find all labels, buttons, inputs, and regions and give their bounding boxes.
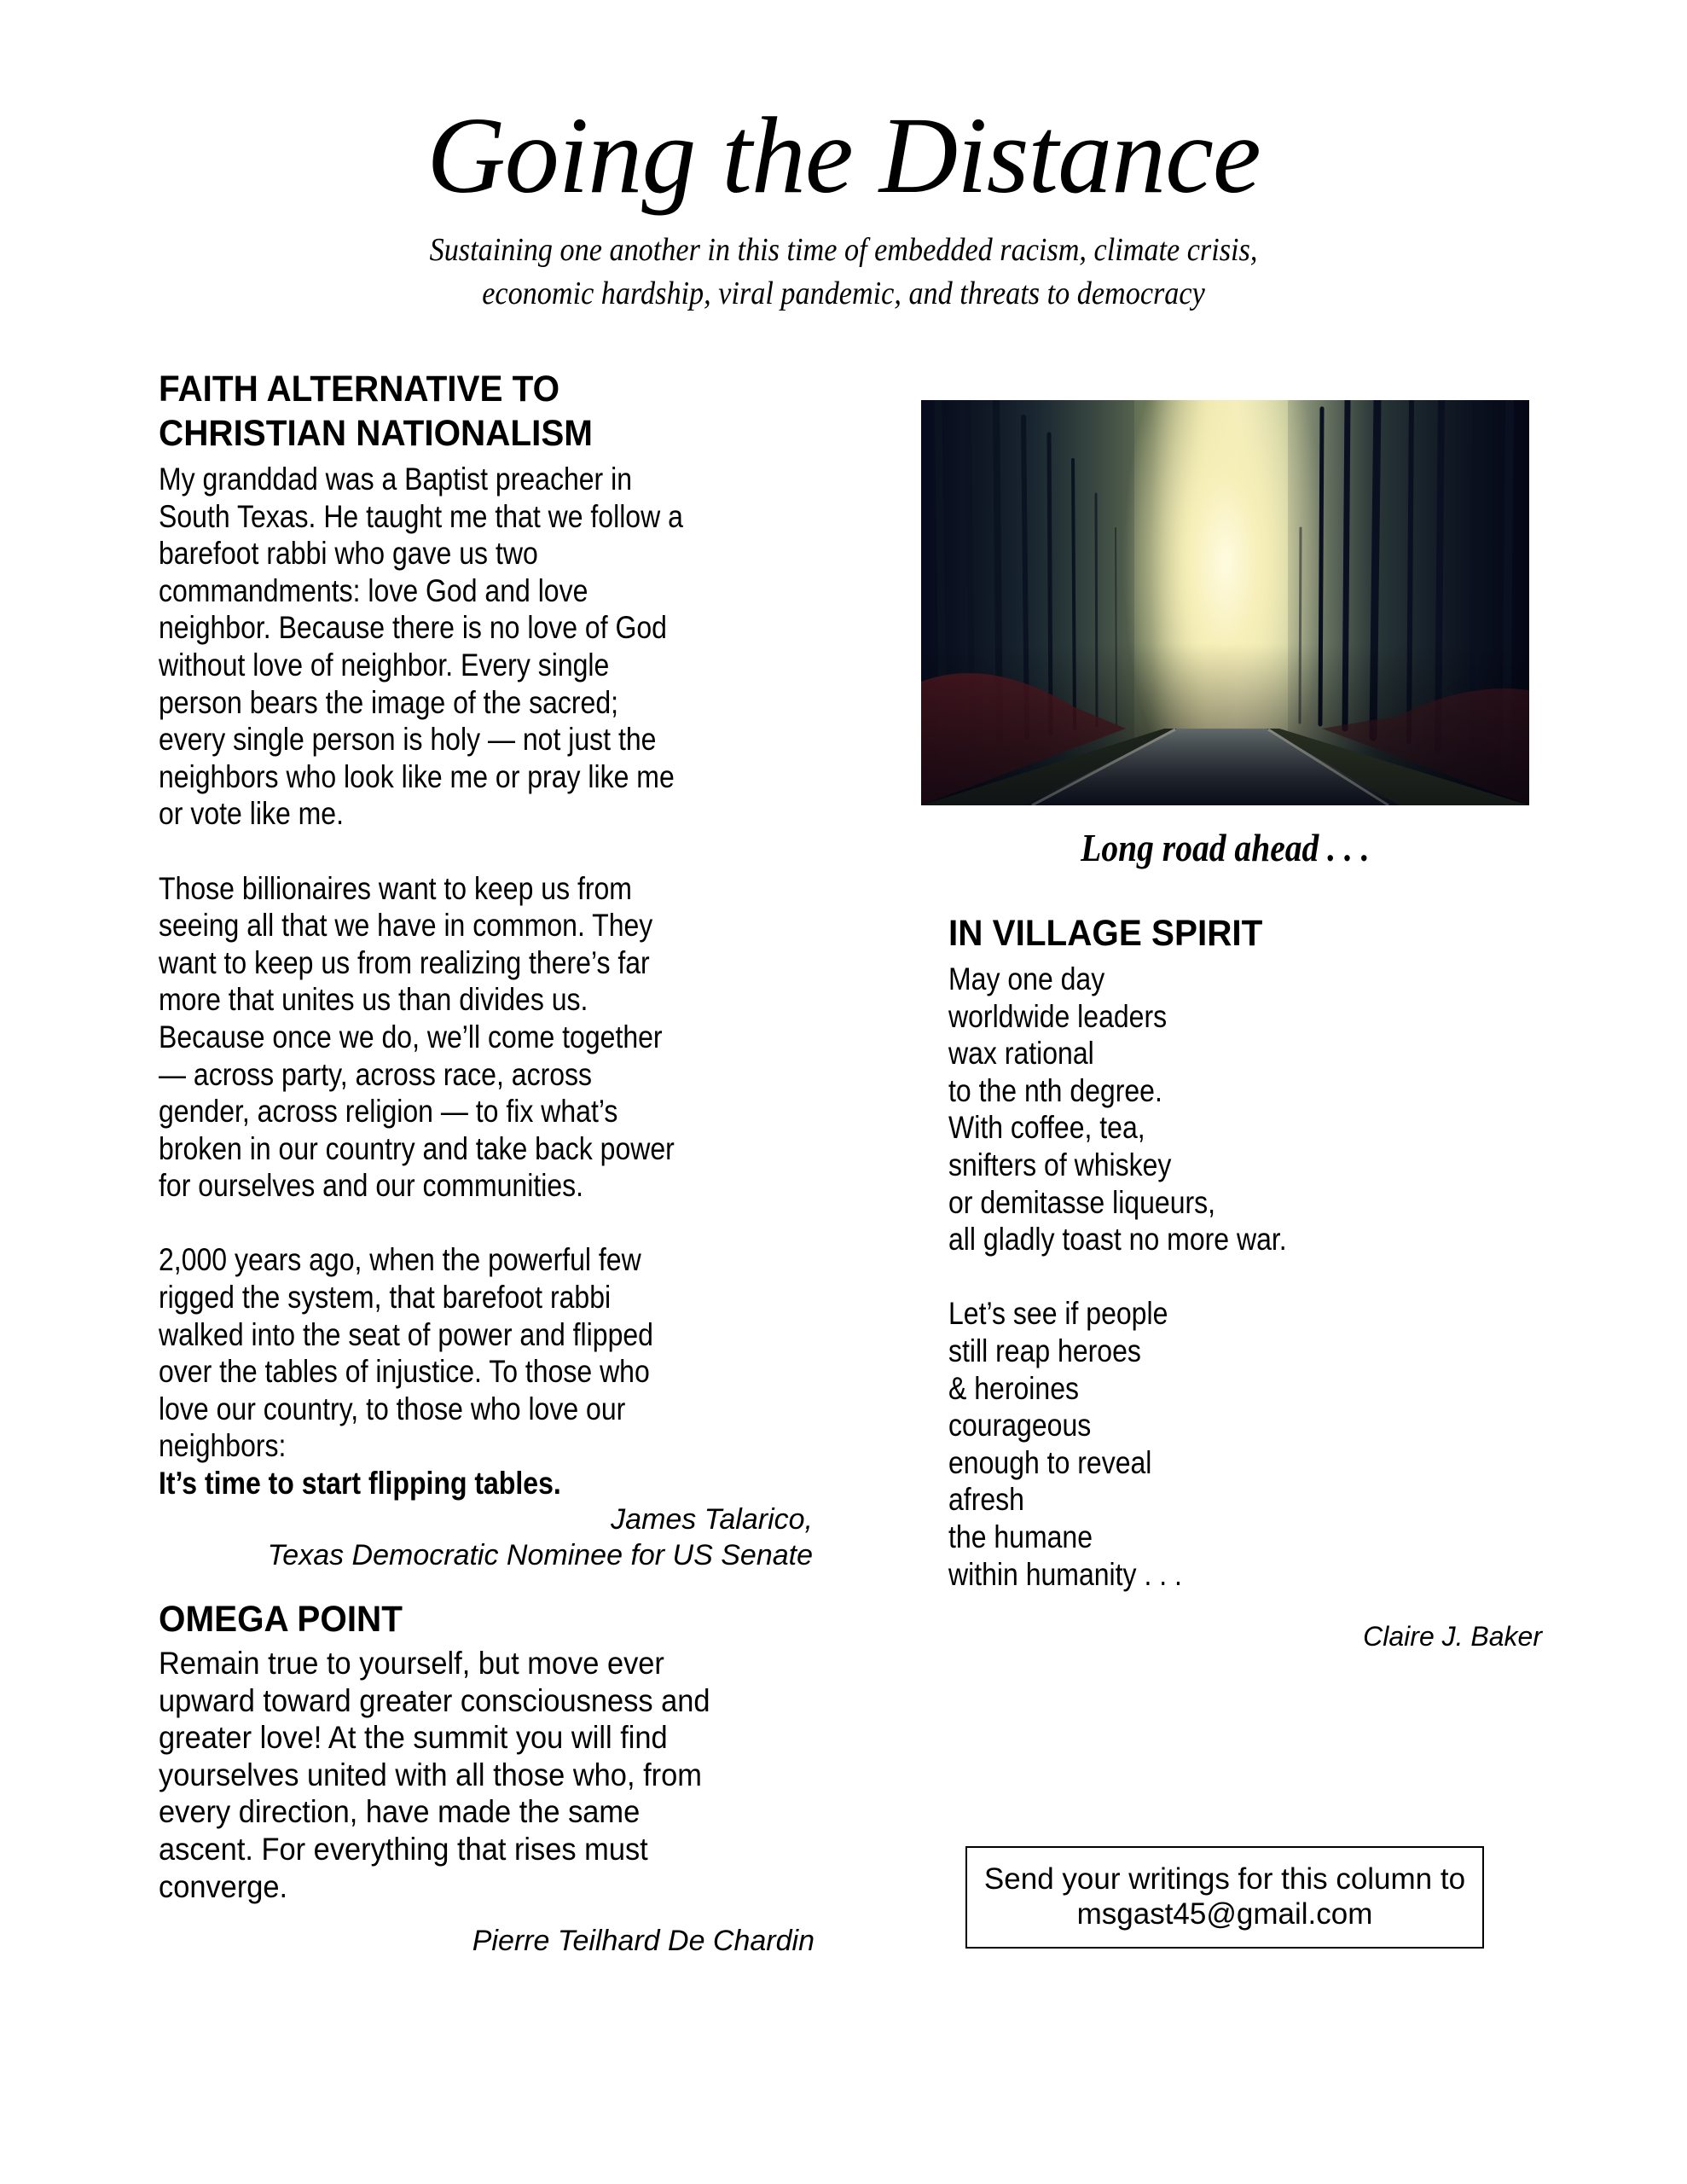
text-line: upward toward greater consciousness and <box>159 1682 710 1718</box>
forest-road-illustration <box>921 400 1529 805</box>
heading-line: FAITH ALTERNATIVE TO <box>159 369 560 410</box>
text-line: seeing all that we have in common. They <box>159 908 653 944</box>
text-line: love our country, to those who love our <box>159 1391 626 1426</box>
article-body <box>159 461 841 1502</box>
paragraph-spacer <box>159 833 793 870</box>
subtitle-line: Sustaining one another in this time of embedded racism, climate crisis, <box>429 232 1258 268</box>
text-line: 2,000 years ago, when the powerful few <box>159 1242 641 1278</box>
closing-statement: It’s time to start flipping tables. <box>159 1466 561 1502</box>
text-line: ascent. For everything that rises must <box>159 1831 648 1867</box>
text-line: more that unites us than divides us. <box>159 982 588 1018</box>
submission-instruction: Send your writings for this column to <box>983 1862 1466 1896</box>
text-line: converge. <box>159 1868 288 1904</box>
text-line: without love of neighbor. Every single <box>159 647 610 682</box>
poem-line: afresh <box>948 1482 1024 1518</box>
paragraph-2 <box>159 870 793 1205</box>
text-line: neighbor. Because there is no love of God <box>159 610 667 646</box>
stanza-spacer <box>948 1258 1504 1296</box>
submission-email-link[interactable]: msgast45@gmail.com <box>1076 1897 1373 1931</box>
heading-line: CHRISTIAN NATIONALISM <box>159 413 593 454</box>
article-heading <box>159 367 800 456</box>
omega-attribution: Pierre Teilhard De Chardin <box>472 1925 815 1957</box>
text-line: yourselves united with all those who, from <box>159 1757 702 1792</box>
text-line: barefoot rabbi who gave us two <box>159 536 538 572</box>
poem-line: the humane <box>948 1519 1093 1554</box>
paragraph-1 <box>159 461 793 833</box>
stanza-2 <box>948 1295 1504 1593</box>
forest-road-photo <box>921 400 1529 805</box>
poem-line: May one day <box>948 961 1105 996</box>
text-line: person bears the image of the sacred; <box>159 684 619 720</box>
paragraph-3 <box>159 1241 793 1502</box>
paragraph-spacer <box>159 1205 793 1242</box>
poem-line: to the nth degree. <box>948 1072 1162 1108</box>
poem-heading: IN VILLAGE SPIRIT <box>948 913 1263 954</box>
text-line: for ourselves and our communities. <box>159 1168 584 1204</box>
poem-author: Claire J. Baker <box>1363 1621 1542 1652</box>
text-line: Remain true to yourself, but move ever <box>159 1646 664 1681</box>
page-subtitle <box>84 229 1603 316</box>
attribution-title: Texas Democratic Nominee for US Senate <box>267 1539 813 1571</box>
text-line: neighbors who look like me or pray like me <box>159 758 675 794</box>
poem-line: or demitasse liqueurs, <box>948 1184 1216 1220</box>
omega-article <box>159 1597 841 1905</box>
poem-article <box>948 911 1545 1593</box>
text-line: greater love! At the summit you will find <box>159 1720 668 1756</box>
poem-line: & heroines <box>948 1370 1079 1406</box>
text-line: broken in our country and take back power <box>159 1130 675 1166</box>
poem-body <box>948 961 1545 1593</box>
text-line: My granddad was a Baptist preacher in <box>159 462 632 497</box>
text-line: every single person is holy — not just the <box>159 722 657 758</box>
article-heading: OMEGA POINT <box>159 1599 403 1640</box>
poem-line: snifters of whiskey <box>948 1147 1172 1182</box>
poem-line: wax rational <box>948 1036 1094 1072</box>
text-line: commandments: love God and love <box>159 572 588 608</box>
poem-line: still reap heroes <box>948 1333 1141 1368</box>
attribution-name: James Talarico, <box>611 1503 813 1536</box>
text-line: or vote like me. <box>159 796 344 832</box>
text-line: — across party, across race, across <box>159 1056 593 1092</box>
poem-line: enough to reveal <box>948 1444 1152 1480</box>
photo-caption: Long road ahead . . . <box>1081 826 1370 869</box>
text-line: gender, across religion — to fix what’s <box>159 1094 618 1130</box>
text-line: Because once we do, we’ll come together <box>159 1019 663 1054</box>
text-line: Those billionaires want to keep us from <box>159 870 632 906</box>
poem-line: within humanity . . . <box>948 1556 1182 1592</box>
text-line: neighbors: <box>159 1428 287 1464</box>
poem-line: worldwide leaders <box>948 998 1168 1034</box>
text-line: rigged the system, that barefoot rabbi <box>159 1280 612 1316</box>
text-line: every direction, have made the same <box>159 1794 641 1830</box>
poem-line: all gladly toast no more war. <box>948 1222 1287 1258</box>
submission-box <box>965 1846 1484 1949</box>
faith-article <box>159 367 841 1502</box>
text-line: over the tables of injustice. To those who <box>159 1354 650 1390</box>
poem-line: Let’s see if people <box>948 1296 1168 1332</box>
page-title: Going the Distance <box>426 95 1261 216</box>
text-line: want to keep us from realizing there’s far <box>159 944 650 980</box>
poem-line: With coffee, tea, <box>948 1110 1145 1146</box>
subtitle-line: economic hardship, viral pandemic, and threats to democracy <box>482 276 1205 311</box>
text-line: South Texas. He taught me that we follow a <box>159 498 683 534</box>
stanza-1 <box>948 961 1504 1258</box>
text-line: walked into the seat of power and flipped <box>159 1316 653 1352</box>
faith-attribution <box>159 1502 813 1573</box>
article-body <box>159 1645 841 1905</box>
poem-line: courageous <box>948 1408 1092 1443</box>
